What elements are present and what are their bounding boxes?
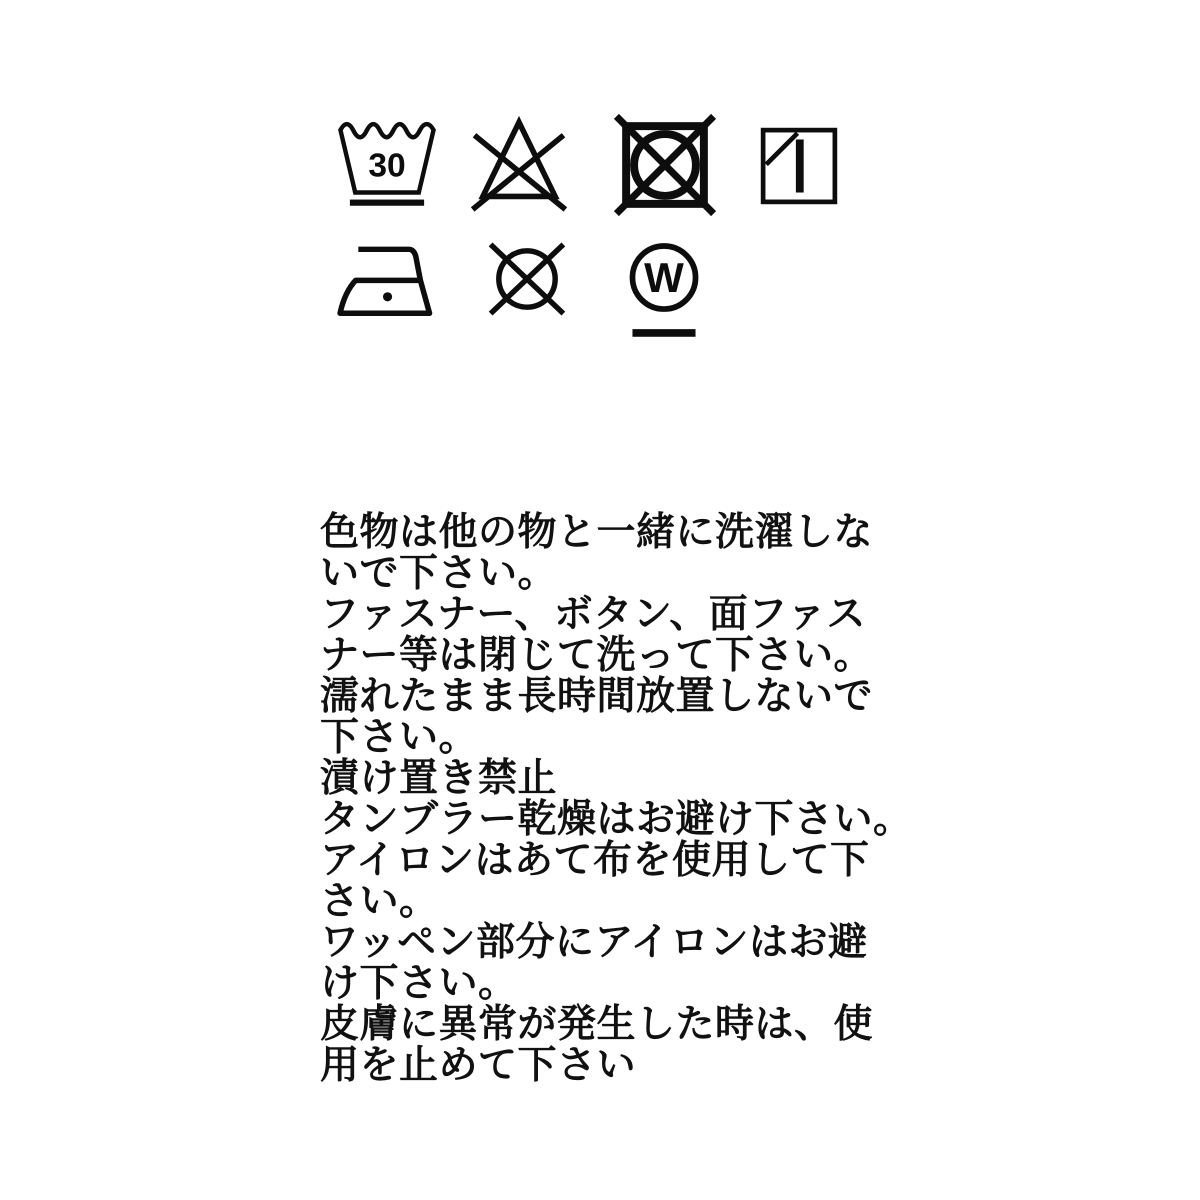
line-dry-in-shade-icon (760, 127, 838, 205)
instruction-line: 濡れたまま長時間放置しないで (320, 675, 874, 718)
do-not-dry-clean-icon (480, 239, 574, 319)
instruction-line: アイロンはあて布を使用して下 (320, 839, 870, 882)
instruction-line: ナー等は閉じて洗って下さい。 (320, 634, 874, 677)
care-instructions (320, 511, 913, 1087)
instruction-line: いで下さい。 (320, 552, 558, 595)
instruction-line: 下さい。 (320, 716, 479, 759)
wet-clean-mild-icon (621, 239, 707, 339)
instruction-line: 用を止めて下さい (320, 1044, 637, 1087)
instruction-line: ファスナー、ボタン、面ファス (320, 593, 866, 636)
iron-temperature-dot (383, 292, 392, 301)
wash-30-mild-icon (334, 120, 440, 212)
instruction-line: タンブラー乾燥はお避け下さい。 (320, 798, 913, 841)
mild-process-bar (632, 329, 695, 337)
instruction-line: ワッペン部分にアイロンはお避 (320, 921, 868, 964)
instruction-line: 色物は他の物と一緒に洗濯しな (320, 511, 874, 554)
instruction-line: け下さい。 (320, 962, 518, 1005)
instruction-line: 漬け置き禁止 (320, 757, 558, 800)
iron-low-heat-icon (334, 242, 442, 326)
do-not-bleach-icon (463, 113, 575, 215)
do-not-tumble-dry-icon (610, 112, 720, 218)
instruction-line: さい。 (320, 880, 439, 923)
hang-dry-bar (796, 139, 804, 192)
instruction-line: 皮膚に異常が発生した時は、使 (320, 1003, 874, 1046)
wash-temperature-label: 30 (368, 147, 406, 185)
wet-clean-letter: W (644, 253, 684, 301)
mild-process-bar (350, 200, 424, 206)
